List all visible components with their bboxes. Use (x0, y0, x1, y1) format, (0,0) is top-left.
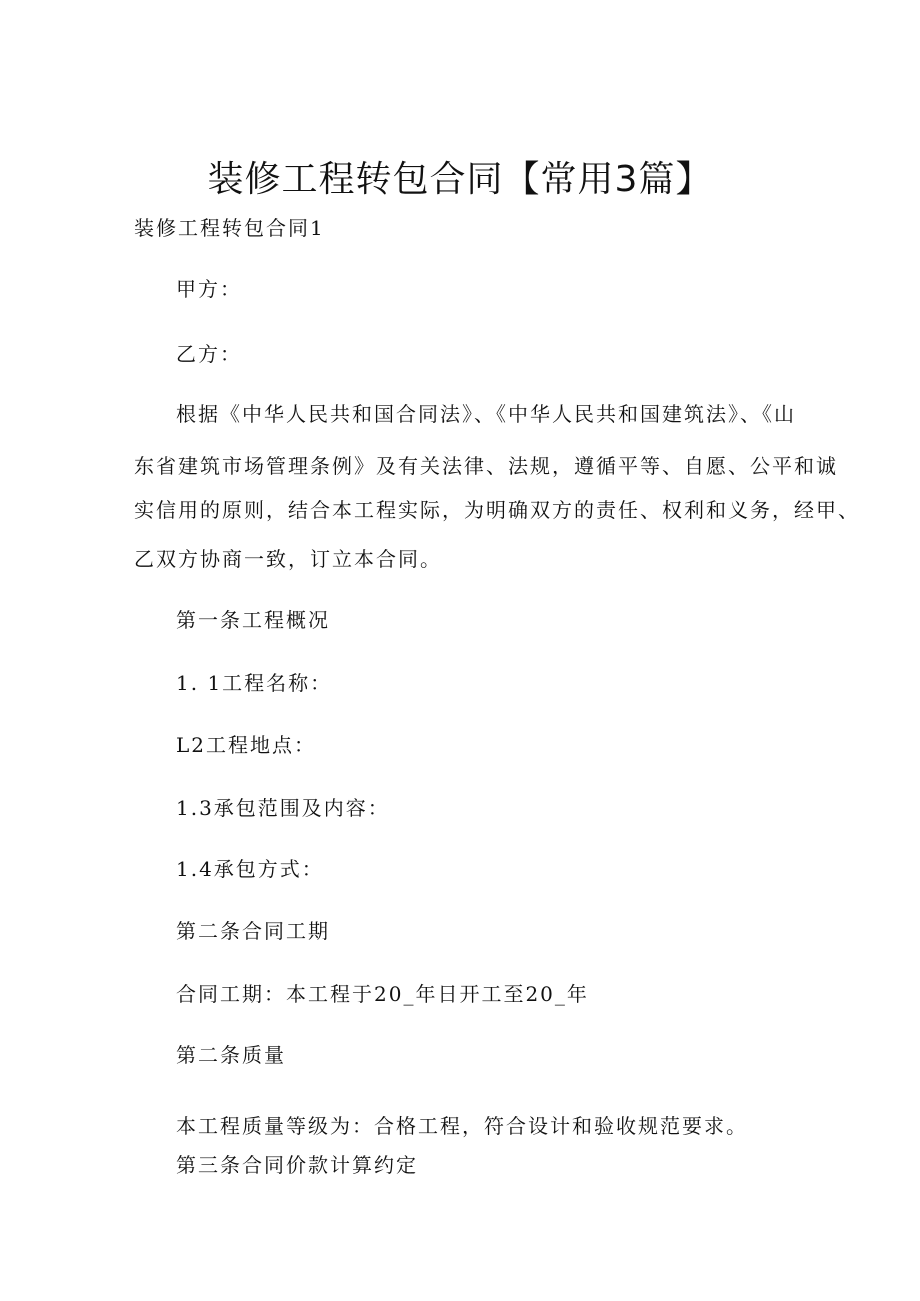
article-3-text: 本工程质量等级为：合格工程，符合设计和验收规范要求。 (176, 1114, 748, 1138)
subtitle: 装修工程转包合同1 (134, 216, 325, 240)
preamble-line-1: 根据《中华人民共和国合同法》、《中华人民共和国建筑法》、《山 (176, 402, 796, 426)
article-1-item: L2工程地点： (176, 733, 317, 757)
party-b-label: 乙方： (176, 342, 242, 366)
preamble-line-3: 实信用的原则，结合本工程实际，为明确双方的责任、权利和义务，经甲、 (134, 498, 860, 522)
party-a-label: 甲方： (176, 277, 242, 301)
article-1-item: 1. 1工程名称： (176, 671, 333, 695)
document-title: 装修工程转包合同【常用3篇】 (207, 159, 713, 200)
article-1-heading: 第一条工程概况 (176, 608, 330, 632)
article-3-heading: 第二条质量 (176, 1043, 286, 1067)
preamble-line-4: 乙双方协商一致，订立本合同。 (134, 547, 442, 571)
article-1-item: 1.3承包范围及内容： (176, 796, 390, 820)
preamble-line-2: 东省建筑市场管理条例》及有关法律、法规，遵循平等、自愿、公平和诚 (134, 454, 838, 478)
article-2-heading: 第二条合同工期 (176, 919, 330, 943)
article-4-heading: 第三条合同价款计算约定 (176, 1153, 418, 1177)
article-1-item: 1.4承包方式： (176, 857, 324, 881)
article-2-text: 合同工期：本工程于20_年日开工至20_年 (176, 982, 589, 1006)
